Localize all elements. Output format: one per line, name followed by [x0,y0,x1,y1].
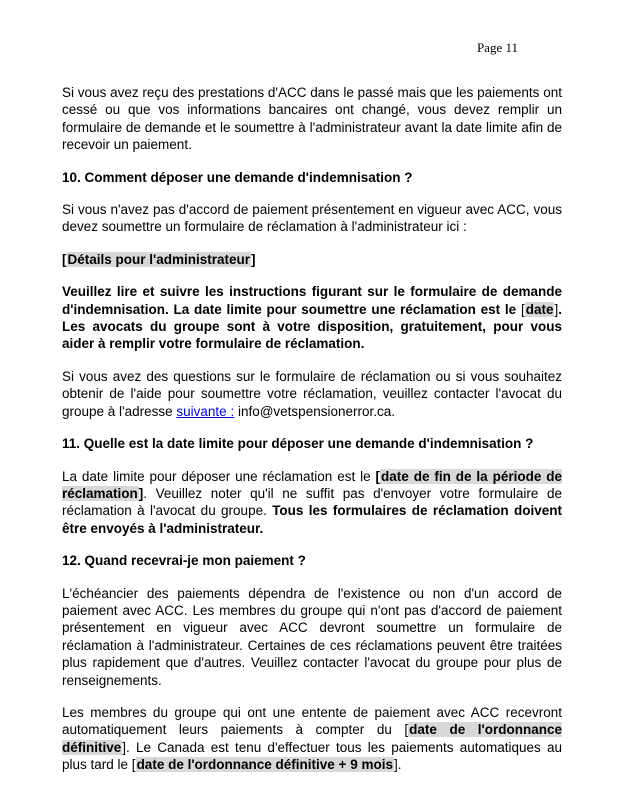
text-run: La date limite pour déposer une réclamation est le [62,468,376,484]
text-run: [ [375,468,381,484]
highlight-placeholder: date de l'ordonnance définitive [62,722,562,755]
text-run: Si vous avez des questions sur le formulaire de réclamation ou si vous souhaitez obtenir de l'aide pour soumettre votre réclamation, veuillez contacter l'avocat du groupe à l'adresse [62,368,562,419]
paragraph [62,585,562,689]
text-run: ] [122,739,127,755]
highlight-placeholder: date [525,301,554,317]
contact-link[interactable]: suivante : [176,403,235,419]
text-run: 12. Quand recevrai-je mon paiement ? [62,553,306,569]
text-run: . Les avocats du groupe sont à votre disposition, gratuitement, pour vous aider à remplir votre formulaire de réclamation. [62,301,562,352]
text-run: Si vous avez reçu des prestations d'ACC dans le passé mais que les paiements ont cessé ou que vos informations bancaires ont changé, vous devez remplir un formulaire de demande et le soumettre à l'administrateur avant la date limite afin de recevoir un paiement. [62,85,562,153]
highlight-placeholder: date de l'ordonnance définitive + 9 mois [136,757,393,773]
highlight-placeholder: date de fin de la période de réclamation [62,468,562,501]
section-heading [62,435,562,452]
text-run: Tous les formulaires de réclamation doivent être envoyés à l'administrateur. [62,503,562,536]
document-content [62,84,562,789]
paragraph [62,283,562,353]
text-run: [ [131,757,136,773]
text-run: Les membres du groupe qui ont une entente de paiement avec ACC recevront automatiquement leurs paiements à compter du [62,704,562,738]
paragraph [62,368,562,420]
text-run: Veuillez lire et suivre les instructions figurant sur le formulaire de demande d'indemnisation. La date limite pour soumettre une réclamation est le [62,284,562,317]
paragraph [62,201,562,236]
section-heading [62,552,562,569]
highlight-placeholder: Détails pour l'administrateur [67,251,251,267]
text-run: . [397,757,402,773]
text-run: [ [520,301,525,317]
text-run: . Le Canada est tenu d'effectuer tous les paiements automatiques au plus tard le [62,739,562,773]
text-run: ] [138,485,144,501]
paragraph [62,704,562,774]
paragraph [62,251,562,268]
text-run: 10. Comment déposer une demande d'indemnisation ? [62,169,413,185]
text-run: ] [251,251,256,267]
text-run: ] [393,757,398,773]
text-run: [ [62,251,67,267]
paragraph [62,84,562,154]
text-run: . Veuillez noter qu'il ne suffit pas d'envoyer votre formulaire de réclamation à l'avocat du groupe. [62,485,562,519]
text-run: 11. Quelle est la date limite pour déposer une demande d'indemnisation ? [62,436,534,452]
text-run: [ [404,722,409,738]
text-run: Si vous n'avez pas d'accord de paiement présentement en vigueur avec ACC, vous devez soumettre un formulaire de réclamation à l'administrateur ici : [62,202,562,235]
page-number: Page 11 [476,40,518,55]
text-run: L'échéancier des paiements dépendra de l'existence ou non d'un accord de paiement avec ACC. Les membres du groupe qui n'ont pas d'accord de paiement présentement en vigueur avec ACC devront soumettre un formulaire de réclamation à l'administrateur. Certaines de ces réclamations peuvent être traitées plus rapidement que d'autres. Veuillez contacter l'avocat du groupe pour plus de renseignements. [62,585,562,688]
text-run: info@vetspensionerror.ca. [234,403,395,419]
section-heading [62,169,562,186]
text-run: ] [554,301,559,317]
paragraph [62,468,562,538]
